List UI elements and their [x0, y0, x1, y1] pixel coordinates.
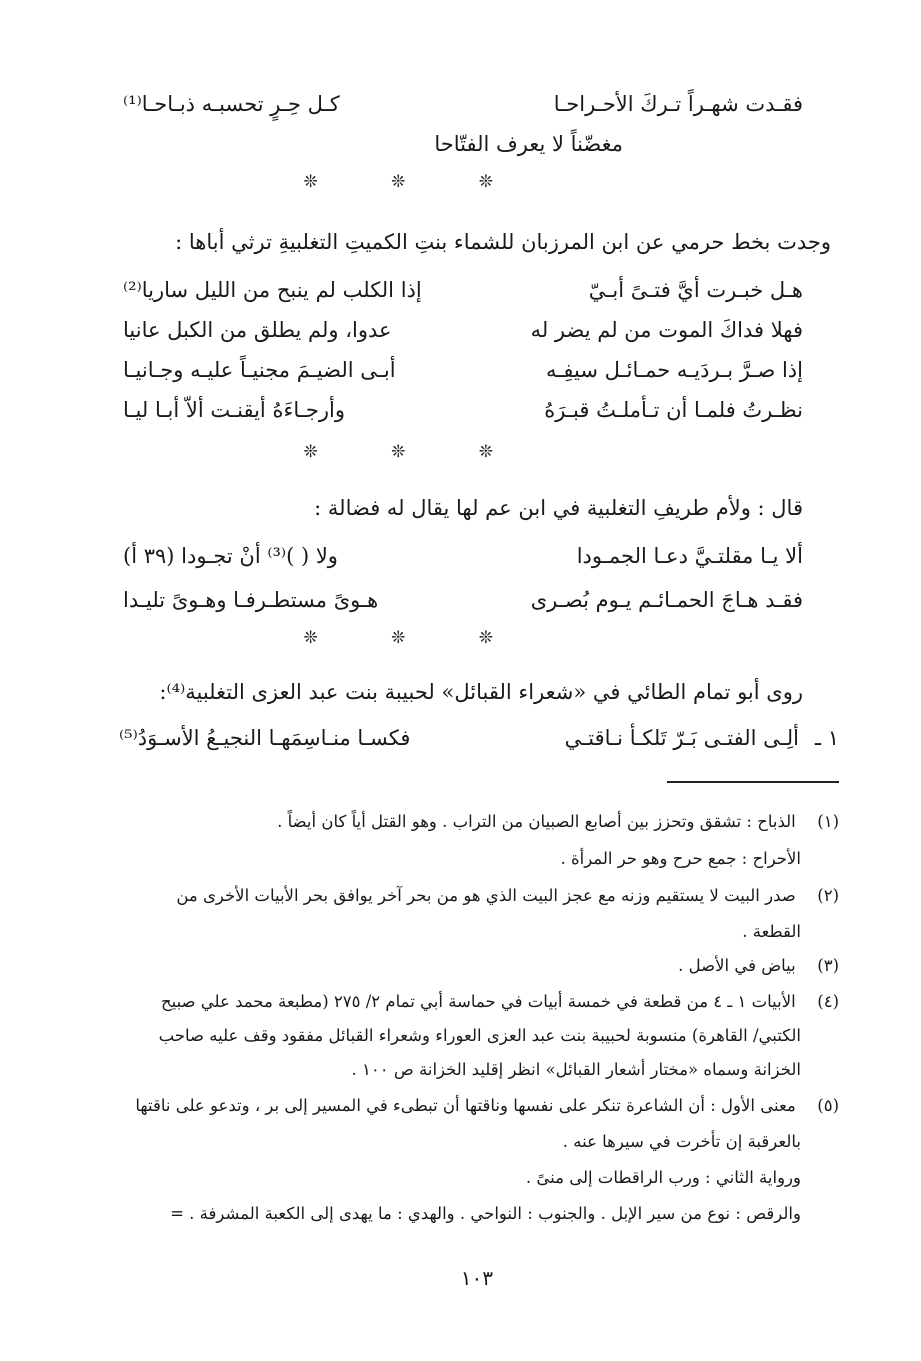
verse-hemistich-second: وأرجـاءَهُ أيقنـت ألاّ أبـا ليـا [123, 398, 345, 422]
verse-line [123, 350, 803, 394]
footnote-text: الأحراح : جمع حرح وهو حر المرأة . [560, 849, 801, 868]
verse-hemistich-first: نظـرتُ فلمـا أن تـأملـتُ قبـرَهُ [544, 398, 803, 422]
footnote-number: (٢) [817, 886, 839, 905]
footnote-text: القطعة . [742, 922, 801, 941]
footnote [79, 1090, 839, 1121]
verse-hemistich-first: ألا يـا مقلتـيَّ دعـا الجمـودا [576, 544, 803, 568]
verse-line [123, 536, 803, 580]
verse-hemistich-first: فهلا فداكَ الموت من لم يضر له [530, 318, 803, 342]
footnote-text: الذباح : تشقق وتحزز بين أصابع الصبيان من التراب . وهو القتل أياً كان أيضاً . [277, 812, 796, 831]
footnote-text: بياض في الأصل . [678, 956, 796, 975]
verse-hemistich-second: إذا الكلب لم ينبح من الليل ساريا⁽²⁾ [123, 278, 422, 302]
footnote [79, 880, 839, 911]
verse-line [123, 310, 803, 354]
footnote-text: معنى الأول : أن الشاعرة تنكر على نفسها وناقتها أن تبطىء في المسير إلى بر ، وتدعو على ناقتها [135, 1096, 796, 1115]
footnote [79, 950, 839, 981]
section-intro: وجدت بخط حرمي عن ابن المرزبان للشماء بنتِ الكميتِ التغلبيةِ ترثي أباها : [175, 230, 831, 254]
verse-third-line: مغضّناً لا يعرف الفتّاحا [434, 132, 623, 156]
verse-hemistich-first: هـل خبـرت أيَّ فتـىً أبـيّ [588, 278, 803, 302]
footnote-text: الكتبي/ القاهرة) منسوبة لحبيبة بنت عبد العزى العوراء وشعراء القبائل مفقود وقف عليه صاحب [158, 1026, 801, 1045]
section-separator: ❊ ❊ ❊ [303, 442, 527, 462]
footnote [79, 986, 839, 1017]
verse-hemistich-first: فقـد هـاجَ الحمـائـم يـوم بُصـرى [530, 588, 803, 612]
footnote-text: بالعرقبة إن تأخرت في سيرها عنه . [562, 1132, 801, 1151]
verse-hemistich-second: ولا ( )⁽³⁾ أنْ تجـودا (٣٩ أ) [123, 544, 338, 568]
verse-hemistich-first: فقـدت شهـراً تـركَ الأحـراحـا [553, 92, 803, 116]
verse-line [123, 390, 803, 434]
footnote-divider [667, 781, 839, 783]
verse-line [123, 580, 803, 624]
verse-hemistich-second: كـل حِـرٍ تحسبـه ذبـاحـا⁽¹⁾ [123, 92, 340, 116]
section-intro: قال : ولأم طريفِ التغلبية في ابن عم لها يقال له فضالة : [314, 496, 803, 520]
verse-hemistich-second: أبـى الضيـمَ مجنيـاً عليـه وجـانيـا [123, 358, 396, 382]
footnote-text: الأبيات ١ ـ ٤ من قطعة في خمسة أبيات في حماسة أبي تمام ٢/ ٢٧٥ (مطبعة محمد علي صبيح [160, 992, 796, 1011]
verse-hemistich-second: هـوىً مستطـرفـا وهـوىً تليـدا [123, 588, 379, 612]
verse-hemistich-second: فكسـا منـاسِمَهـا النجيـعُ الأسـوَدُ⁽⁵⁾ [119, 726, 411, 750]
section-intro: روى أبو تمام الطائي في «شعراء القبائل» لحبيبة بنت عبد العزى التغلبية⁽⁴⁾: [159, 680, 803, 704]
footnote-text: الخزانة وسماه «مختار أشعار القبائل» انظر إقليد الخزانة ص ١٠٠ . [351, 1060, 801, 1079]
page-number: ١٠٣ [460, 1266, 493, 1290]
footnote-text: صدر البيت لا يستقيم وزنه مع عجز البيت الذي هو من بحر آخر يوافق بحر الأبيات الأخرى من [176, 886, 796, 905]
verse-hemistich-first: ألِـى الفتـى بَـرّ تَلكـأ نـاقتـي [564, 726, 799, 750]
verse-line [123, 270, 803, 314]
footnote-text: ورواية الثاني : ورب الراقطات إلى منىً . [525, 1168, 801, 1187]
footnote-number: (١) [817, 812, 839, 831]
verse-hemistich-first: إذا صـرَّ بـردَيـه حمـائـل سيفِـه [545, 358, 803, 382]
footnote-number: (٥) [817, 1096, 839, 1115]
verse-number: ١ ـ [814, 726, 839, 750]
verse-line [123, 84, 803, 128]
footnote-number: (٣) [817, 956, 839, 975]
footnote-number: (٤) [817, 992, 839, 1011]
section-separator: ❊ ❊ ❊ [303, 628, 527, 648]
footnote-text: والرقص : نوع من سير الإبل . والجنوب : النواحي . والهدي : ما يهدى إلى الكعبة المشرفة . = [170, 1204, 801, 1223]
footnote [79, 806, 839, 837]
verse-hemistich-second: عدوا، ولم يطلق من الكبل عانيا [123, 318, 392, 342]
section-separator: ❊ ❊ ❊ [303, 172, 527, 192]
verse-line [119, 718, 839, 762]
